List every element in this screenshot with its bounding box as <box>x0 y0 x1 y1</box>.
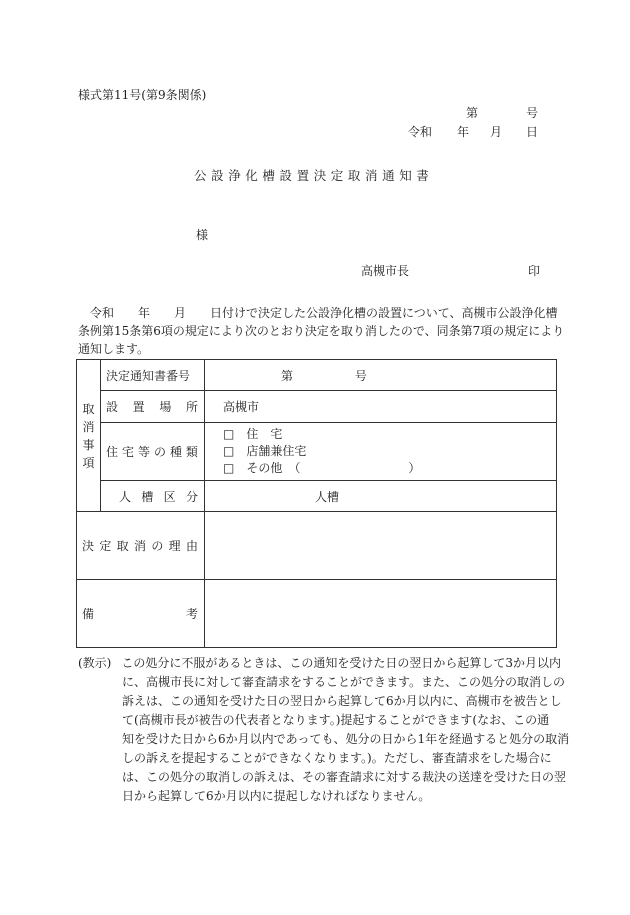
notes-line: 日から起算して6か月以内に提起しなければなりません。 <box>122 789 431 803</box>
date-year: 年 <box>457 125 470 139</box>
value-remarks[interactable] <box>205 580 557 648</box>
value-location[interactable]: 高槻市 <box>205 391 557 423</box>
row-tank-class <box>77 481 557 512</box>
number-go: 号 <box>526 106 539 120</box>
checkbox-shop-house[interactable]: □ 店舗兼住宅 <box>223 444 307 458</box>
group-label-cancellation-items: 取 消 事 項 <box>77 360 101 512</box>
checkbox-house[interactable]: □ 住 宅 <box>223 427 283 441</box>
label-decision-number: 決定通知書番号 <box>101 360 205 391</box>
addressee-suffix: 様 <box>196 228 209 242</box>
date-era: 令和 <box>408 125 433 139</box>
issuer-title: 高槻市長 <box>361 264 410 278</box>
notes-line: しの訴えを提起することができなくなります。)。ただし、審査請求をした場合に <box>122 751 552 765</box>
cancellation-form-table <box>76 359 557 648</box>
notes-prefix: (教示) <box>78 656 112 670</box>
date-month: 月 <box>490 125 503 139</box>
seal-mark: 印 <box>528 264 541 278</box>
notes-line: て(高槻市長が被告の代表者となります。)提起することができます(なお、この通 <box>122 713 550 727</box>
body-line: 令和 年 月 日付けで決定した公設浄化槽の設置について、高槻市公設浄化槽 <box>78 306 558 320</box>
label-location: 設 置 場 所 <box>101 391 205 423</box>
number-dai: 第 <box>466 106 479 120</box>
value-reason[interactable] <box>205 512 557 580</box>
label-tank-class: 人 槽 区 分 <box>101 481 205 512</box>
notes-first-line: (教示) この処分に不服があるときは、この通知を受けた日の翌日から起算して3か月以内 <box>78 656 562 670</box>
body-paragraph <box>78 304 565 358</box>
notes-line: 訴えは、この通知を受けた日の翌日から起算して6か月以内に、高槻市を被告とし <box>122 694 562 708</box>
row-reason <box>77 512 557 580</box>
value-tank-class[interactable]: 人槽 <box>205 481 557 512</box>
row-housing-type <box>77 423 557 481</box>
form-number: 様式第11号(第9条関係) <box>78 88 207 102</box>
notes-line: 知を受けた日から6か月以内であっても、処分の日から1年を経過すると処分の取消 <box>122 732 570 746</box>
instruction-notes <box>78 654 570 806</box>
label-remarks: 備 考 <box>77 580 205 648</box>
value-decision-number[interactable]: 第 号 <box>205 360 557 391</box>
row-decision-number <box>77 360 557 391</box>
document-title: 公設浄化槽設置決定取消通知書 <box>194 168 434 183</box>
row-location <box>77 391 557 423</box>
notes-line: に、高槻市長に対して審査請求をすることができます。また、この処分の取消しの <box>122 675 566 689</box>
housing-type-options <box>205 423 557 481</box>
label-reason: 決 定 取 消 の 理 由 <box>77 512 205 580</box>
label-housing-type: 住 宅 等 の 種 類 <box>101 423 205 481</box>
date-day: 日 <box>526 125 539 139</box>
checkbox-other[interactable]: □ その他 （ ） <box>223 461 421 475</box>
body-line: 条例第15条第6項の規定により次のとおり決定を取り消したので、同条第7項の規定により <box>78 324 565 338</box>
notes-line: は、この処分の取消しの訴えは、その審査請求に対する裁決の送達を受けた日の翌 <box>122 770 567 784</box>
body-line: 通知します。 <box>78 342 150 356</box>
row-remarks <box>77 580 557 648</box>
